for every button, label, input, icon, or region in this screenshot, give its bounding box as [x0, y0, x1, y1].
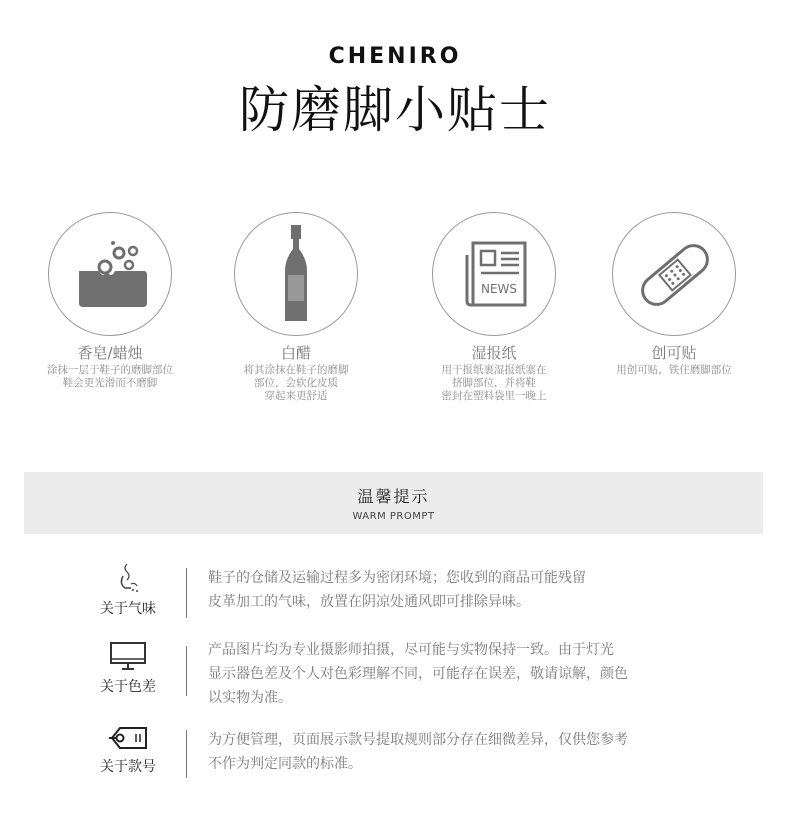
tip-newspaper	[404, 212, 584, 403]
tip-desc: 用创可贴，铁住磨脚部位	[616, 364, 732, 376]
tip-name: 湿报纸	[471, 344, 517, 362]
smell-icon	[113, 560, 143, 594]
warm-prompt-banner	[24, 472, 763, 534]
soap-icon	[49, 213, 173, 337]
note-divider	[186, 730, 187, 778]
note-text: 产品图片均为专业摄影师拍摄，尽可能与实物保持一致。由于灯光 显示器色差及个人对色彩理解不同，可能存在误差，敬请谅解，颜色 以实物为准。	[208, 642, 628, 706]
tip-soap	[20, 212, 200, 390]
note-label: 关于款号	[100, 759, 156, 775]
brand-logo: CHENIRO	[328, 44, 462, 69]
tip-circle	[48, 212, 172, 336]
banner-title: 温馨提示	[357, 487, 430, 506]
note-text: 鞋子的仓储及运输过程多为密闭环境；您收到的商品可能残留 皮革加工的气味，放置在阴凉处通风即可排除异味。	[208, 570, 586, 610]
newspaper-icon	[433, 213, 557, 337]
monitor-icon	[108, 640, 148, 672]
newspaper-icon-text: NEWS	[480, 282, 518, 296]
tip-desc: 将其涂抹在鞋子的磨脚 部位，会软化皮质 穿起来更舒适	[243, 364, 349, 402]
tip-name: 香皂/蜡烛	[77, 344, 143, 362]
tip-bandage	[584, 212, 764, 377]
tag-icon	[106, 724, 150, 752]
note-icon-block	[90, 724, 166, 776]
note-label: 关于色差	[100, 679, 156, 695]
tip-name: 白醋	[280, 344, 311, 362]
tip-desc: 用干报纸裹湿报纸塞在 挤脚部位，并将鞋 密封在塑料袋里一晚上	[441, 364, 547, 402]
tip-circle	[612, 212, 736, 336]
vinegar-bottle-icon	[235, 213, 359, 337]
note-label: 关于气味	[100, 601, 156, 617]
bandage-icon	[613, 213, 737, 337]
note-text: 为方便管理，页面展示款号提取规则部分存在细微差异，仅供您参考 不作为判定同款的标准。	[208, 732, 628, 772]
note-icon-block	[90, 560, 166, 618]
tip-vinegar	[206, 212, 386, 403]
tip-desc: 涂抹一层于鞋子的磨脚部位 鞋会更光滑而不磨脚	[47, 364, 173, 389]
tip-circle	[234, 212, 358, 336]
note-divider	[186, 568, 187, 618]
note-divider	[186, 646, 187, 696]
banner-subtitle: WARM PROMPT	[352, 511, 435, 522]
page-title: 防磨脚小贴士	[239, 81, 551, 139]
note-icon-block	[90, 640, 166, 696]
tip-name: 创可贴	[651, 344, 697, 362]
tip-circle	[432, 212, 556, 336]
